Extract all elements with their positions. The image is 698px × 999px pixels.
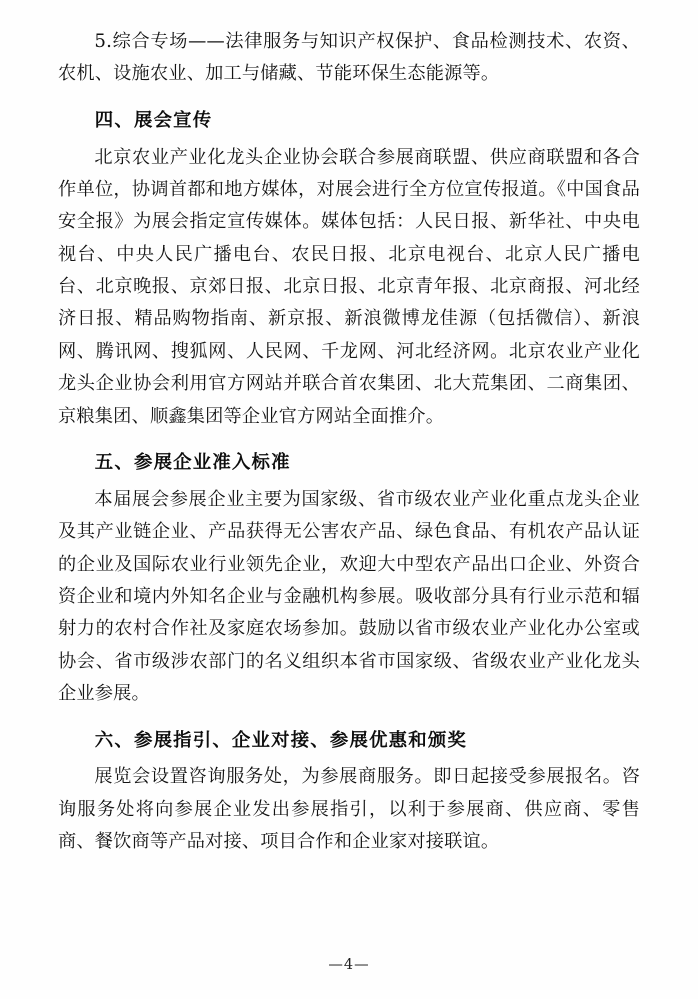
page-number: —4— (328, 957, 370, 973)
paragraph-exhibition-publicity: 北京农业产业化龙头企业协会联合参展商联盟、供应商联盟和各合作单位，协调首都和地方媒体，对展会进行全方位宣传报道。《中国食品安全报》为展会指定宣传媒体。媒体包括：人民日报、新华社、中央电视台、中央人民广播电台、农民日报、北京电视台、北京人民广播电台、北京晚报、京郊日报、北京日报、北京青年报、北京商报、河北经济日报、精品购物指南、新京报、新浪微博龙佳源（包括微信）、新浪网、腾讯网、搜狐网、人民网、千龙网、河北经济网。北京农业产业化龙头企业协会利用官方网站并联合首农集团、北大荒集团、二商集团、京粮集团、顺鑫集团等企业官方网站全面推介。 (58, 146, 640, 427)
paragraph-section-5-items: 5.综合专场——法律服务与知识产权保护、食品检测技术、农资、农机、设施农业、加工与储藏、节能环保生态能源等。 (58, 31, 640, 85)
document-body (58, 26, 640, 858)
heading-section-six: 六、参展指引、企业对接、参展优惠和颁奖 (94, 729, 468, 751)
heading-section-five: 五、参展企业准入标准 (94, 452, 291, 474)
paragraph-exhibition-guidance: 展览会设置咨询服务处，为参展商服务。即日起接受参展报名。咨询服务处将向参展企业发出参展指引，以利于参展商、供应商、零售商、餐饮商等产品对接、项目合作和企业家对接联谊。 (58, 766, 640, 853)
paragraph-admission-standards: 本届展会参展企业主要为国家级、省市级农业产业化重点龙头企业及其产业链企业、产品获得无公害农产品、绿色食品、有机农产品认证的企业及国际农业行业领先企业，欢迎大中型农产品出口企业、外资合资企业和境内外知名企业与金融机构参展。吸收部分具有行业示范和辐射力的农村合作社及家庭农场参加。鼓励以省市级农业产业化办公室或协会、省市级涉农部门的名义组织本省市国家级、省级农业产业化龙头企业参展。 (58, 488, 640, 705)
heading-section-four: 四、展会宣传 (94, 109, 213, 131)
